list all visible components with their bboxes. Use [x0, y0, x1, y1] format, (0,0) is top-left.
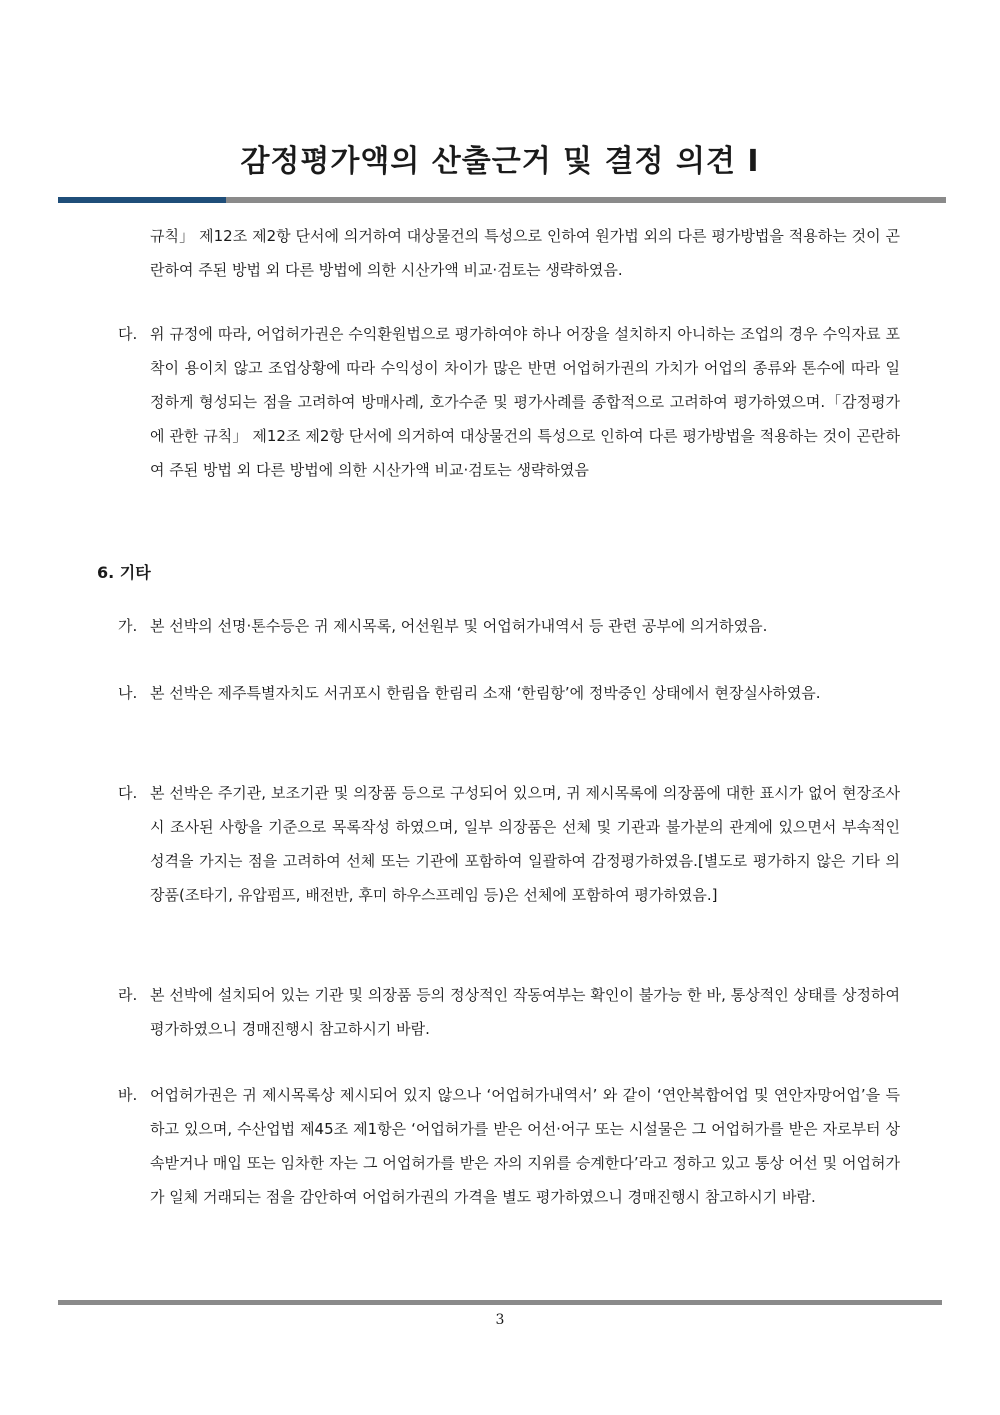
title-rule-accent — [58, 197, 226, 203]
list-item-text: 어업허가권은 귀 제시목록상 제시되어 있지 않으나 ‘어업허가내역서’ 와 같이 ‘연안복합어업 및 연안자망어업’을 득하고 있으며, 수산업법 제45조 제1항은 ‘어업허가를 받은 어선·어구 또는 시설물은 그 어업허가를 받은 자로부터 상속받거나 매입 또는 임차한 자는 그 어업허가를 받은 자의 지위를 승계한다’라고 정하고 있고 통상 어선 및 어업허가가 일체 거래되는 점을 감안하여 어업허가권의 가격을 별도 평가하였으니 경매진행시 참고하시기 바람. — [150, 1086, 900, 1206]
list-item-text: 본 선박은 주기관, 보조기관 및 의장품 등으로 구성되어 있으며, 귀 제시목록에 의장품에 대한 표시가 없어 현장조사시 조사된 사항을 기준으로 목록작성 하였으며, 일부 의장품은 선체 및 기관과 불가분의 관계에 있으면서 부속적인 성격을 가지는 점을 고려하여 선체 또는 기관에 포함하여 일괄하여 감정평가하였음.[별도로 평가하지 않은 기타 의장품(조타기, 유압펌프, 배전반, 후미 하우스프레임 등)은 선체에 포함하여 평가하였음.] — [150, 784, 900, 904]
list-item-ba — [118, 1078, 900, 1214]
list-item-na — [118, 676, 900, 710]
list-item-ga — [118, 609, 900, 643]
list-marker: 가. — [118, 617, 138, 635]
page-number: 3 — [495, 1312, 505, 1328]
list-item-text: 본 선박에 설치되어 있는 기관 및 의장품 등의 정상적인 작동여부는 확인이 불가능 한 바, 통상적인 상태를 상정하여 평가하였으니 경매진행시 참고하시기 바람. — [150, 986, 900, 1038]
list-item-text: 본 선박은 제주특별자치도 서귀포시 한림읍 한림리 소재 ‘한림항’에 정박중인 상태에서 현장실사하였음. — [150, 684, 821, 702]
list-item-da-top — [118, 317, 900, 487]
section-heading-etc: 6. 기타 — [97, 563, 151, 582]
continuation-text: 규칙」 제12조 제2항 단서에 의거하여 대상물건의 특성으로 인하여 원가법 외의 다른 평가방법을 적용하는 것이 곤란하여 주된 방법 외 다른 방법에 의한 시산가액 비교·검토는 생략하였음. — [150, 227, 900, 279]
page-title: 감정평가액의 산출근거 및 결정 의견 I — [240, 144, 760, 179]
list-item-ra — [118, 978, 900, 1046]
list-marker: 나. — [118, 684, 138, 702]
footer-rule — [58, 1300, 942, 1305]
list-item-text: 본 선박의 선명·톤수등은 귀 제시목록, 어선원부 및 어업허가내역서 등 관련 공부에 의거하였음. — [150, 617, 768, 635]
list-item-text: 위 규정에 따라, 어업허가권은 수익환원법으로 평가하여야 하나 어장을 설치하지 아니하는 조업의 경우 수익자료 포착이 용이치 않고 조업상황에 따라 수익성이 차이가 많은 반면 어업허가권의 가치가 어업의 종류와 톤수에 따라 일정하게 형성되는 점을 고려하여 방매사례, 호가수준 및 평가사례를 종합적으로 고려하여 평가하였으며.「감정평가에 관한 규칙」 제12조 제2항 단서에 의거하여 대상물건의 특성으로 인하여 다른 평가방법을 적용하는 것이 곤란하여 주된 방법 외 다른 방법에 의한 시산가액 비교·검토는 생략하였음 — [150, 325, 900, 479]
list-marker: 바. — [118, 1086, 138, 1104]
list-marker: 다. — [118, 784, 138, 802]
list-marker: 라. — [118, 986, 138, 1004]
title-rule — [226, 197, 946, 203]
continuation-paragraph — [118, 219, 900, 287]
list-marker: 다. — [118, 325, 138, 343]
list-item-da — [118, 776, 900, 912]
